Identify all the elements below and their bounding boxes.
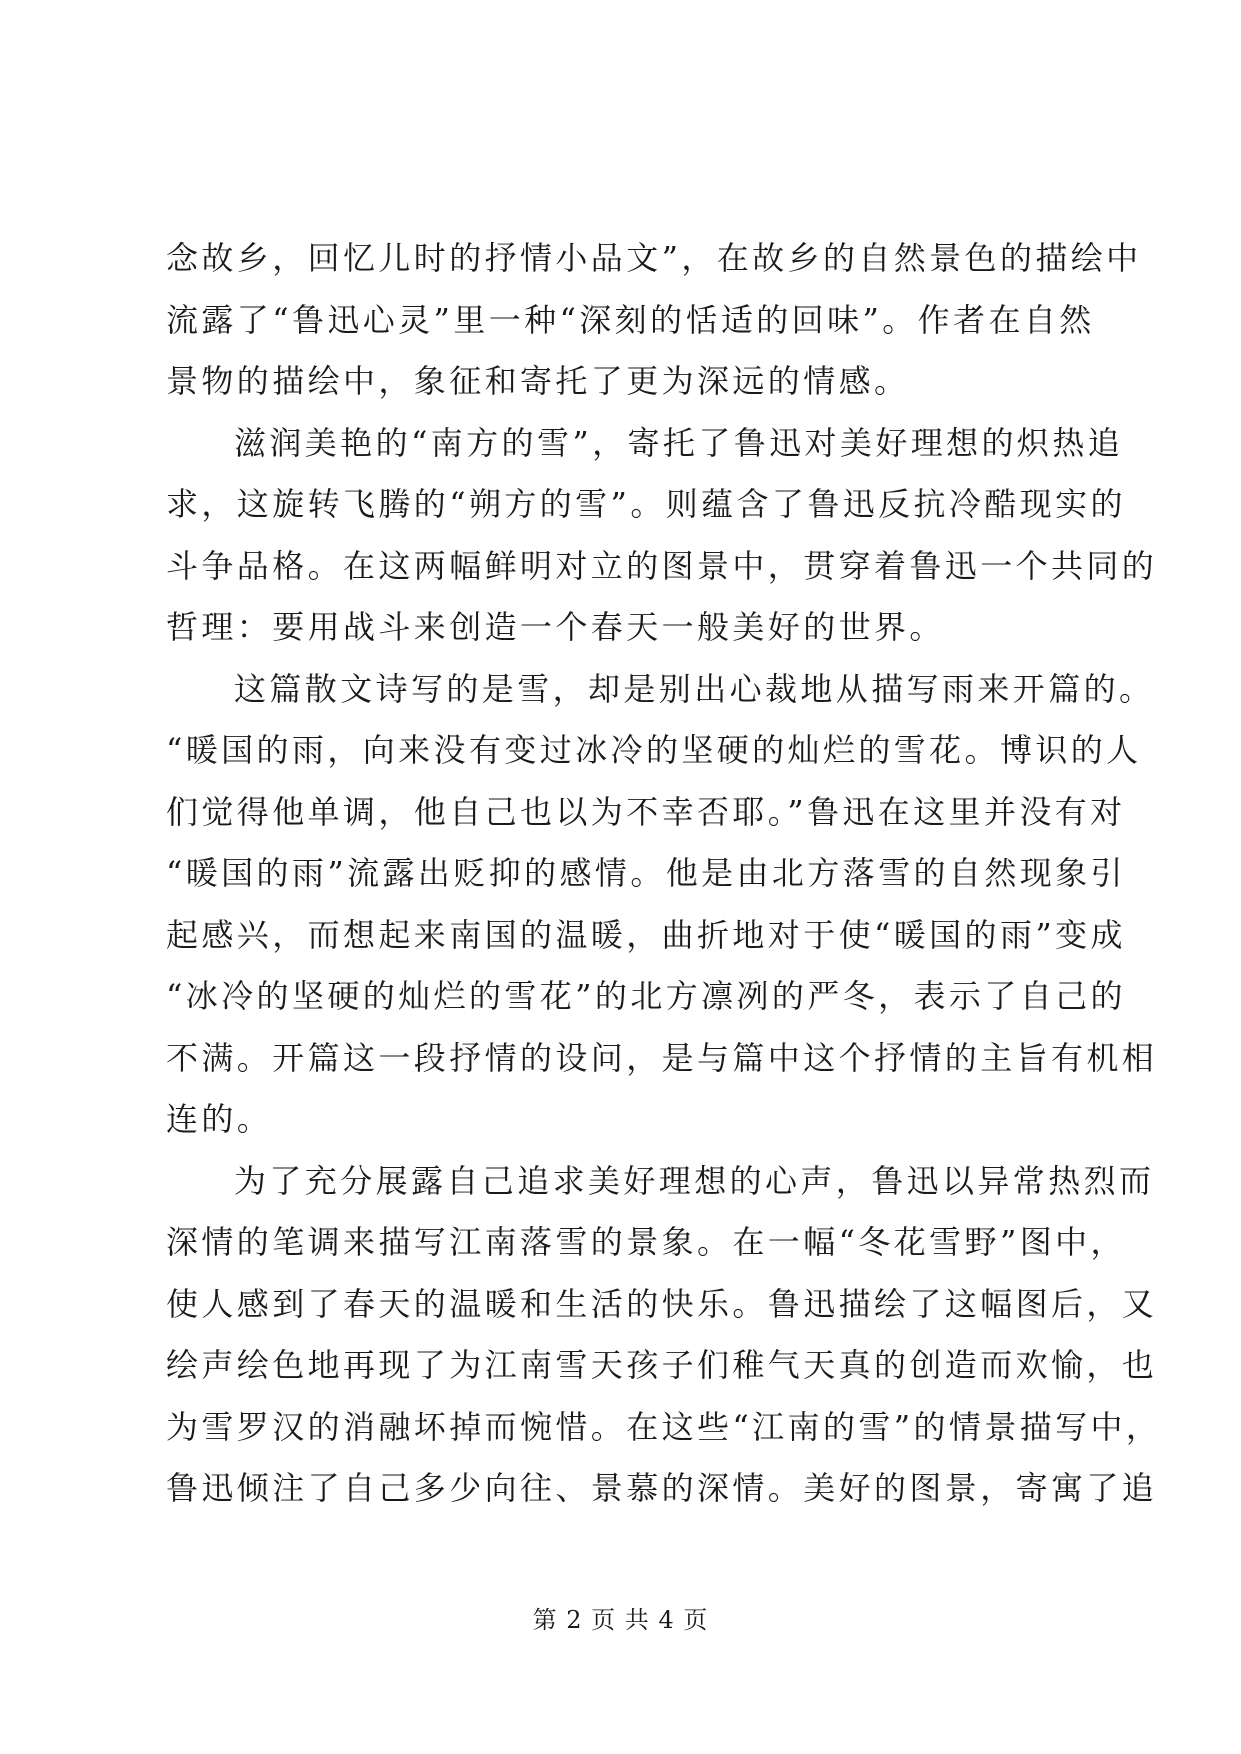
- text-line: “暖国的雨，向来没有变过冰冷的坚硬的灿烂的雪花。博识的人: [166, 731, 1142, 769]
- text-line: 不满。开篇这一段抒情的设问，是与篇中这个抒情的主旨有机相: [166, 1038, 1158, 1077]
- text-line: 鲁迅倾注了自己多少向往、景慕的深情。美好的图景，寄寓了追: [166, 1469, 1158, 1507]
- text-line: 起感兴，而想起来南国的温暖，曲折地对于使“暖国的雨”变成: [166, 915, 1126, 954]
- text-line: 哲理：要用战斗来创造一个春天一般美好的世界。: [166, 608, 945, 646]
- paragraph-first-line: 滋润美艳的“南方的雪”，寄托了鲁迅对美好理想的炽热追: [234, 423, 1124, 462]
- text-line: 深情的笔调来描写江南落雪的景象。在一幅“冬花雪野”图中，: [166, 1223, 1126, 1261]
- text-line: “暖国的雨”流露出贬抑的感情。他是由北方落雪的自然现象引: [166, 854, 1126, 892]
- text-line: 绘声绘色地再现了为江南雪天孩子们稚气天真的创造而欢愉，也: [166, 1346, 1158, 1384]
- paragraph-first-line: 为了充分展露自己追求美好理想的心声，鲁迅以异常热烈而: [234, 1161, 1155, 1200]
- page-body: [166, 228, 1162, 1520]
- text-line: 流露了“鲁迅心灵”里一种“深刻的恬适的回味”。作者在自然: [166, 300, 1095, 339]
- paragraph-first-line: 这篇散文诗写的是雪，却是别出心裁地从描写雨来开篇的。: [234, 669, 1155, 708]
- text-line: 连的。: [166, 1100, 273, 1138]
- text-line: 景物的描绘中，象征和寄托了更为深远的情感。: [166, 362, 910, 400]
- text-line: 斗争品格。在这两幅鲜明对立的图景中，贯穿着鲁迅一个共同的: [166, 546, 1158, 585]
- text-line: 念故乡，回忆儿时的抒情小品文”，在故乡的自然景色的描绘中: [166, 239, 1142, 277]
- text-line: “冰冷的坚硬的灿烂的雪花”的北方凛冽的严冬，表示了自己的: [166, 977, 1126, 1015]
- text-line: 求，这旋转飞腾的“朔方的雪”。则蕴含了鲁迅反抗冷酷现实的: [166, 485, 1126, 523]
- text-line: 为雪罗汉的消融坏掉而惋惜。在这些“江南的雪”的情景描写中，: [166, 1407, 1162, 1446]
- page-number-footer: 第 2 页 共 4 页: [532, 1606, 709, 1634]
- text-line: 们觉得他单调，他自己也以为不幸否耶。”鲁迅在这里并没有对: [166, 792, 1126, 831]
- text-line: 使人感到了春天的温暖和生活的快乐。鲁迅描绘了这幅图后，又: [166, 1284, 1158, 1323]
